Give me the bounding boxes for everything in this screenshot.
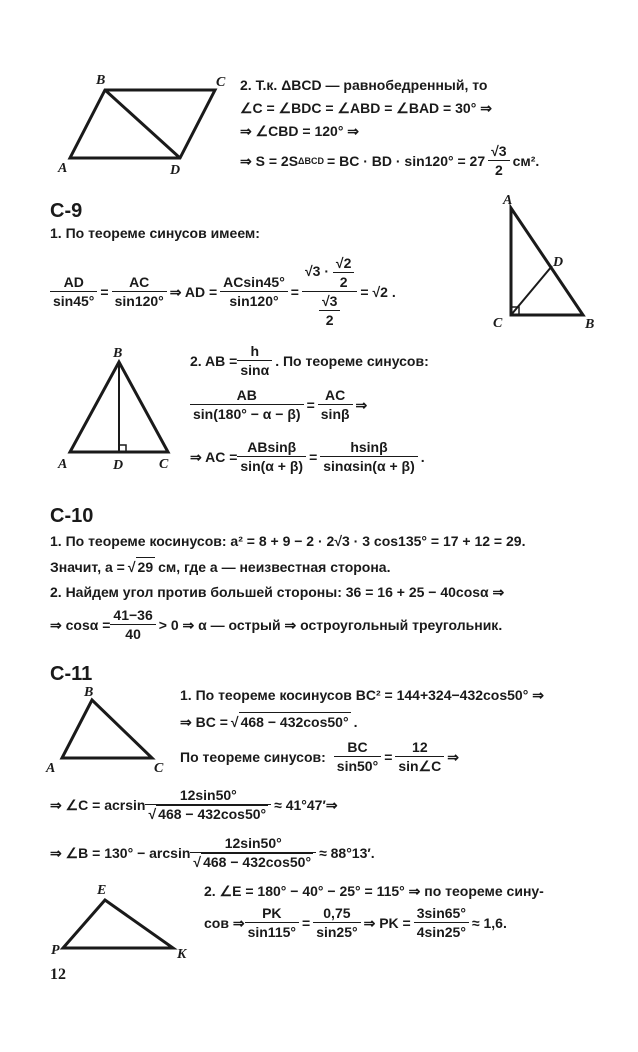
- c9p2-l3d: sin(α + β): [240, 458, 304, 474]
- c11-l5b: ≈ 88°13′.: [319, 844, 375, 861]
- c11-l7d3: 4sin25°: [416, 924, 466, 940]
- c9-frac2-den: sin120°: [114, 293, 164, 309]
- c11-l3d: sin50°: [336, 758, 379, 774]
- c11-l7d1: sin115°: [247, 924, 296, 940]
- c9p2-frac-ab: [190, 386, 304, 423]
- c9p2-l1n: h: [237, 342, 272, 361]
- p1-l4b: = BC · BD · sin120° = 27: [327, 152, 486, 169]
- p1-frac-den: 2: [494, 162, 503, 178]
- page-number: 12: [50, 966, 66, 983]
- label-b: B: [84, 685, 94, 700]
- triangle-abc-shape: [62, 700, 152, 758]
- c9p2-line3: [190, 438, 428, 475]
- label-a: A: [503, 193, 513, 208]
- c9-frac3-num: ACsin45°: [220, 273, 288, 292]
- c9p2-l3n: ABsinβ: [237, 438, 306, 457]
- c9-f4-inner: [333, 254, 354, 291]
- c9-frac4-num: [302, 254, 357, 292]
- c10-line4: [50, 606, 505, 643]
- c10-frac: [110, 606, 155, 643]
- label-d: D: [113, 458, 124, 473]
- c9-frac1-den: sin45°: [53, 293, 95, 309]
- c11-frac-c: [145, 786, 271, 823]
- c11-l5d: [190, 853, 316, 871]
- label-c: C: [154, 761, 164, 774]
- c9-result: = √2 .: [360, 283, 396, 300]
- sqrt-sign: √: [148, 806, 157, 822]
- c9p2-line2: [190, 386, 370, 423]
- c10-line1: 1. По теореме косинусов: a² = 8 + 9 − 2 · 2√3 · 3 cos135° = 17 + 12 = 29.: [50, 533, 526, 549]
- c9p2-l1a: 2. AB =: [190, 352, 238, 369]
- c9p2-l2impl: ⇒: [355, 396, 368, 413]
- c9-f4-a: √3: [304, 263, 321, 280]
- c9-eq2: =: [290, 283, 299, 300]
- c9-f4-dn: √3: [319, 292, 340, 311]
- c9-frac4: [302, 254, 357, 329]
- p1-line2: ∠C = ∠BDC = ∠ABD = ∠BAD = 30° ⇒: [240, 100, 492, 116]
- c9p2-l3end: .: [420, 448, 425, 465]
- c9-f4-dot: ·: [324, 263, 330, 280]
- c9p2-frac-h: [237, 342, 272, 379]
- c10-l4a: ⇒ cosα =: [50, 616, 111, 633]
- c9-frac1: [50, 273, 97, 310]
- label-d: D: [170, 163, 181, 178]
- c11-l3n2: 12: [395, 738, 444, 757]
- p1-line4: [240, 142, 542, 179]
- triangle-epk-figure: [45, 878, 205, 963]
- c9p2-frac-absinb: [237, 438, 306, 475]
- c11-line7: [204, 904, 510, 941]
- label-c: C: [493, 316, 503, 331]
- c9p2-l3d2: sinαsin(α + β): [323, 458, 415, 474]
- c9-line1: 1. По теореме синусов имеем:: [50, 225, 260, 241]
- c11-l7b: ≈ 1,6.: [471, 914, 507, 931]
- c9-frac3-den: sin120°: [229, 293, 279, 309]
- c11-line1: 1. По теореме косинусов BC² = 144+324−432cos50° ⇒: [180, 687, 544, 703]
- triangle-abc-figure: [40, 682, 170, 774]
- isosceles-triangle-figure: [50, 340, 185, 475]
- c11-l4dsqrt: 468 − 432cos50°: [158, 806, 267, 822]
- sqrt-sign: √: [127, 558, 136, 575]
- c9-frac2-num: AC: [112, 273, 167, 292]
- c11-l3impl: ⇒: [447, 748, 459, 765]
- label-b: B: [113, 346, 123, 361]
- c10-l4n: 41−36: [110, 606, 155, 625]
- c9-formula: [50, 254, 399, 329]
- c11-l5n: 12sin50°: [190, 834, 316, 853]
- c9p2-frac-hsinb: [320, 438, 418, 475]
- c11-line2: [180, 712, 360, 731]
- c11-l3d2: sin∠C: [398, 758, 442, 774]
- c9p2-l2n2: AC: [318, 386, 353, 405]
- c11-line4: [50, 786, 341, 823]
- p1-line1: 2. Т.к. ΔBCD — равнобедренный, то: [240, 77, 488, 93]
- label-a: A: [58, 457, 68, 472]
- p1-line3: ⇒ ∠CBD = 120° ⇒: [240, 123, 360, 139]
- label-d: D: [553, 255, 564, 270]
- c9-f4-bn: √2: [333, 254, 354, 273]
- c9p2-line1: [190, 342, 432, 379]
- c9-impl1: ⇒ AD =: [169, 283, 218, 300]
- c11-l4n: 12sin50°: [145, 786, 271, 805]
- c9-frac4-den: [302, 292, 357, 329]
- c9-frac2: [112, 273, 167, 310]
- label-c: C: [159, 457, 169, 472]
- c11-l7impl: ⇒ PK =: [363, 914, 411, 931]
- label-k: K: [177, 947, 187, 962]
- label-p: P: [51, 943, 60, 958]
- c11-l2a: ⇒ BC =: [180, 713, 228, 730]
- section-c9-heading: С-9: [50, 200, 83, 222]
- p1-l4c: см².: [512, 152, 540, 169]
- c11-l3a: По теореме синусов:: [180, 748, 326, 765]
- c9p2-l1b: . По теореме синусов:: [275, 352, 429, 369]
- c11-frac-12: [395, 738, 444, 775]
- c11-l5dsqrt: 468 − 432cos50°: [203, 854, 312, 870]
- triangle-epk-shape: [63, 900, 173, 948]
- sqrt-sign: √: [193, 854, 202, 870]
- right-triangle-figure: [485, 190, 605, 335]
- c11-l7n2: 0,75: [313, 904, 360, 923]
- c11-l5a: ⇒ ∠B = 130° − arcsin: [50, 844, 191, 861]
- c9p2-l3eq: =: [309, 448, 318, 465]
- c9-f4-bd: 2: [339, 274, 348, 290]
- label-c: C: [216, 75, 226, 90]
- c9p2-l1d: sinα: [240, 362, 270, 378]
- p1-l4sub: ΔBCD: [298, 155, 325, 166]
- c11-l7d2: sin25°: [316, 924, 358, 940]
- p1-frac-num: √3: [488, 142, 509, 161]
- c9p2-l2n: AB: [190, 386, 304, 405]
- c9p2-l2d: sin(180° − α − β): [193, 406, 301, 422]
- label-a: A: [58, 161, 68, 176]
- c11-l4a: ⇒ ∠C = acrsin: [50, 796, 146, 813]
- c10-l2a: Значит, a =: [50, 558, 125, 575]
- label-a: A: [46, 761, 56, 774]
- c11-l7eq: =: [302, 914, 311, 931]
- p1-fraction: [488, 142, 509, 179]
- c9-f4-den-frac: [319, 292, 340, 329]
- c11-l3n: BC: [334, 738, 381, 757]
- c9p2-frac-ac: [318, 386, 353, 423]
- c9p2-l3n2: hsinβ: [320, 438, 418, 457]
- c11-l4d: [145, 805, 271, 823]
- c10-l4b: > 0 ⇒ α — острый ⇒ остроугольный треугольник.: [158, 616, 503, 633]
- c11-l3eq: =: [384, 748, 393, 765]
- p1-l4a: ⇒ S = 2S: [240, 152, 299, 169]
- c10-l4d: 40: [125, 626, 141, 642]
- label-e: E: [97, 883, 107, 898]
- sqrt-sign: √: [230, 713, 239, 730]
- c9-eq1: =: [100, 283, 109, 300]
- c10-l2sqrt: 29: [137, 559, 154, 575]
- c11-frac-b: [190, 834, 316, 871]
- c11-l7n1: PK: [245, 904, 299, 923]
- c11-frac-075: [313, 904, 360, 941]
- c11-frac-pk: [245, 904, 299, 941]
- c9p2-l2d2: sinβ: [320, 406, 350, 422]
- c9-frac3: [220, 273, 288, 310]
- parallelogram-figure: [30, 68, 235, 178]
- c11-frac-res: [414, 904, 469, 941]
- c9-f4-dd: 2: [325, 312, 334, 328]
- diagonal-bd: [105, 90, 180, 158]
- c11-l7n3: 3sin65°: [414, 904, 469, 923]
- c11-l2sqrt: 468 − 432cos50°: [240, 714, 349, 730]
- c11-l4b: ≈ 41°47′⇒: [274, 796, 338, 813]
- section-c11-heading: С-11: [50, 663, 93, 685]
- c10-line3: 2. Найдем угол против большей стороны: 36 = 16 + 25 − 40cosα ⇒: [50, 584, 505, 600]
- c9-frac1-num: AD: [50, 273, 97, 292]
- right-triangle-shape: [511, 208, 583, 315]
- c11-line5: [50, 834, 378, 871]
- c9p2-l2eq: =: [306, 396, 315, 413]
- section-c10-heading: С-10: [50, 505, 94, 527]
- label-b: B: [585, 317, 595, 332]
- c11-line6: 2. ∠E = 180° − 40° − 25° = 115° ⇒ по теореме сину-: [204, 883, 544, 899]
- label-b: B: [96, 73, 106, 88]
- c11-l7a: сов ⇒: [204, 914, 245, 931]
- c10-l2b: см, где a — неизвестная сторона.: [158, 558, 391, 575]
- c9p2-l3a: ⇒ AC =: [190, 448, 238, 465]
- c11-l2b: .: [353, 713, 358, 730]
- c11-line3: [180, 738, 462, 775]
- c11-frac-bc: [334, 738, 381, 775]
- c10-line2: [50, 557, 393, 576]
